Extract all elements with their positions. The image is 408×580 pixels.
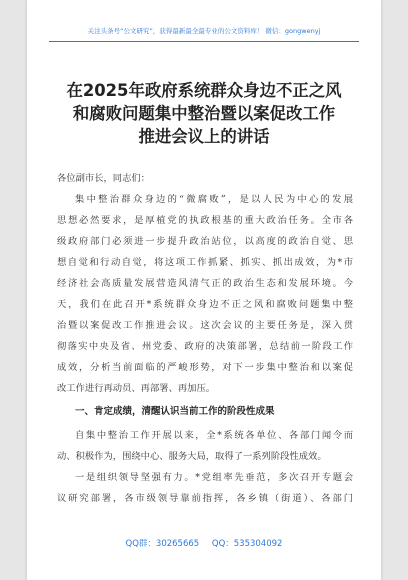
- title-line: 和腐败问题集中整治暨以案促改工作: [72, 104, 336, 123]
- paragraph-line: 议研究部署，各市级领导靠前指挥，各乡镇（街道）、各部门: [57, 493, 353, 504]
- document-page: [27, 0, 381, 580]
- qq-group: QQ群：30265665: [125, 539, 200, 549]
- paragraph-line: 改工作进行再动员、再部署、再加压。: [57, 383, 216, 394]
- paragraph-line: 治暨以案促改工作推进会议。这次会议的主要任务是，深入贯: [57, 320, 353, 331]
- paragraph-line: 级政府部门必须进一步提升政治站位，以高度的政治自觉、思: [57, 236, 353, 247]
- paragraph-line: 想自觉和行动自觉，将这项工作抓紧、抓实、抓出成效，为*市: [57, 257, 353, 268]
- paragraph-line: 思想必然要求，是厚植党的执政根基的重大政治任务。全市各: [57, 215, 353, 226]
- qq-number: QQ：535304092: [211, 539, 283, 549]
- salutation: 各位副市长，同志们：: [57, 173, 150, 184]
- paragraph-line: 动、积极作为，围绕中心、服务大局，取得了一系列阶段性成效。: [57, 451, 327, 462]
- paragraph-line: 一是组织领导坚强有力。*党组率先垂范，多次召开专题会: [75, 472, 353, 483]
- header-banner: 关注头条号“公文研究”，获得最新最全最专业的公文资料库！ 微信：gongwenyj: [87, 27, 321, 35]
- paragraph-line: 集中整治群众身边的“微腐败”，是以人民为中心的发展: [75, 194, 353, 205]
- section-heading: 一、肯定成绩，清醒认识当前工作的阶段性成果: [75, 406, 275, 417]
- paragraph-line: 经济社会高质量发展营造风清气正的政治生态和发展环境。今: [57, 278, 353, 289]
- paragraph-line: 自集中整治工作开展以来，全*系统各单位、各部门闻令而: [75, 430, 353, 441]
- paragraph-line: 天，我们在此召开*系统群众身边不正之风和腐败问题集中整: [57, 299, 353, 310]
- footer-contact: [27, 537, 381, 549]
- document-title: [47, 79, 361, 148]
- title-line: 在2025年政府系统群众身边不正之风: [66, 81, 342, 100]
- paragraph-line: 成效，分析当前面临的严峻形势，对下一步集中整治和以案促: [57, 362, 353, 373]
- title-line: 推进会议上的讲话: [138, 127, 270, 146]
- paragraph-line: 彻落实中央及省、州党委、政府的决策部署，总结前一阶段工作: [57, 341, 353, 352]
- header-divider: [49, 41, 359, 42]
